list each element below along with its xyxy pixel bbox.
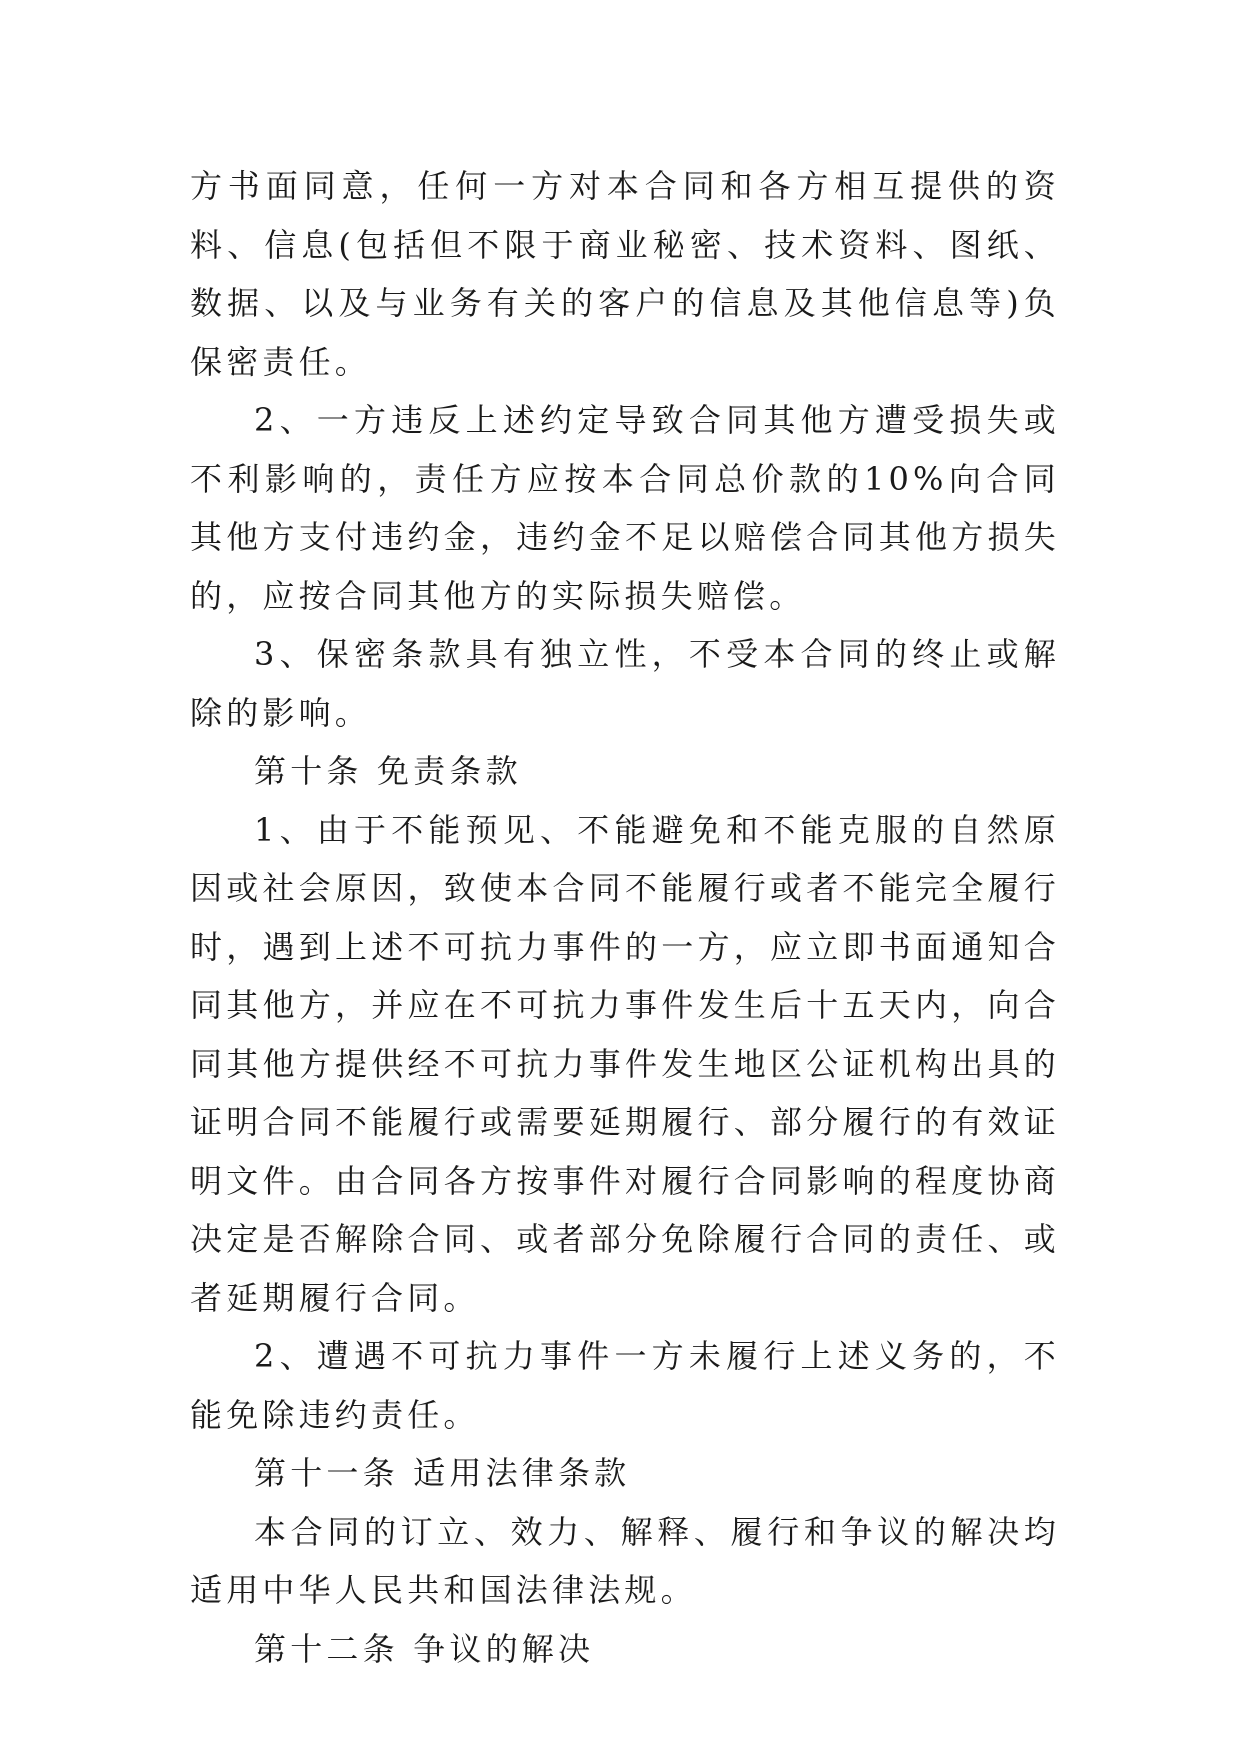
paragraph-force-majeure: 1、由于不能预见、不能避免和不能克服的自然原因或社会原因，致使本合同不能履行或者不能完全履行时，遇到上述不可抗力事件的一方，应立即书面通知合同其他方，并应在不可抗力事件发生后十五天内，向合同其他方提供经不可抗力事件发生地区公证机构出具的证明合同不能履行或需要延期履行、部分履行的有效证明文件。由合同各方按事件对履行合同影响的程度协商决定是否解除合同、或者部分免除履行合同的责任、或者延期履行合同。 [190,810,1060,1317]
paragraph-confidentiality-independence: 3、保密条款具有独立性，不受本合同的终止或解除的影响。 [190,635,1060,732]
paragraph-confidentiality-continued: 方书面同意，任何一方对本合同和各方相互提供的资料、信息(包括但不限于商业秘密、技术资料、图纸、数据、以及与业务有关的客户的信息及其他信息等)负保密责任。 [190,167,1060,381]
article-12-heading: 第十二条 争议的解决 [254,1629,595,1668]
paragraph-breach-penalty: 2、一方违反上述约定导致合同其他方遭受损失或不利影响的，责任方应按本合同总价款的10%向合同其他方支付违约金，违约金不足以赔偿合同其他方损失的，应按合同其他方的实际损失赔偿。 [190,401,1060,615]
paragraph-applicable-law: 本合同的订立、效力、解释、履行和争议的解决均适用中华人民共和国法律法规。 [190,1512,1060,1609]
article-10-heading: 第十条 免责条款 [254,752,522,790]
paragraph-force-majeure-obligation: 2、遭遇不可抗力事件一方未履行上述义务的，不能免除违约责任。 [190,1337,1060,1434]
article-11-heading: 第十一条 适用法律条款 [254,1454,631,1492]
document-body [190,157,1060,1678]
